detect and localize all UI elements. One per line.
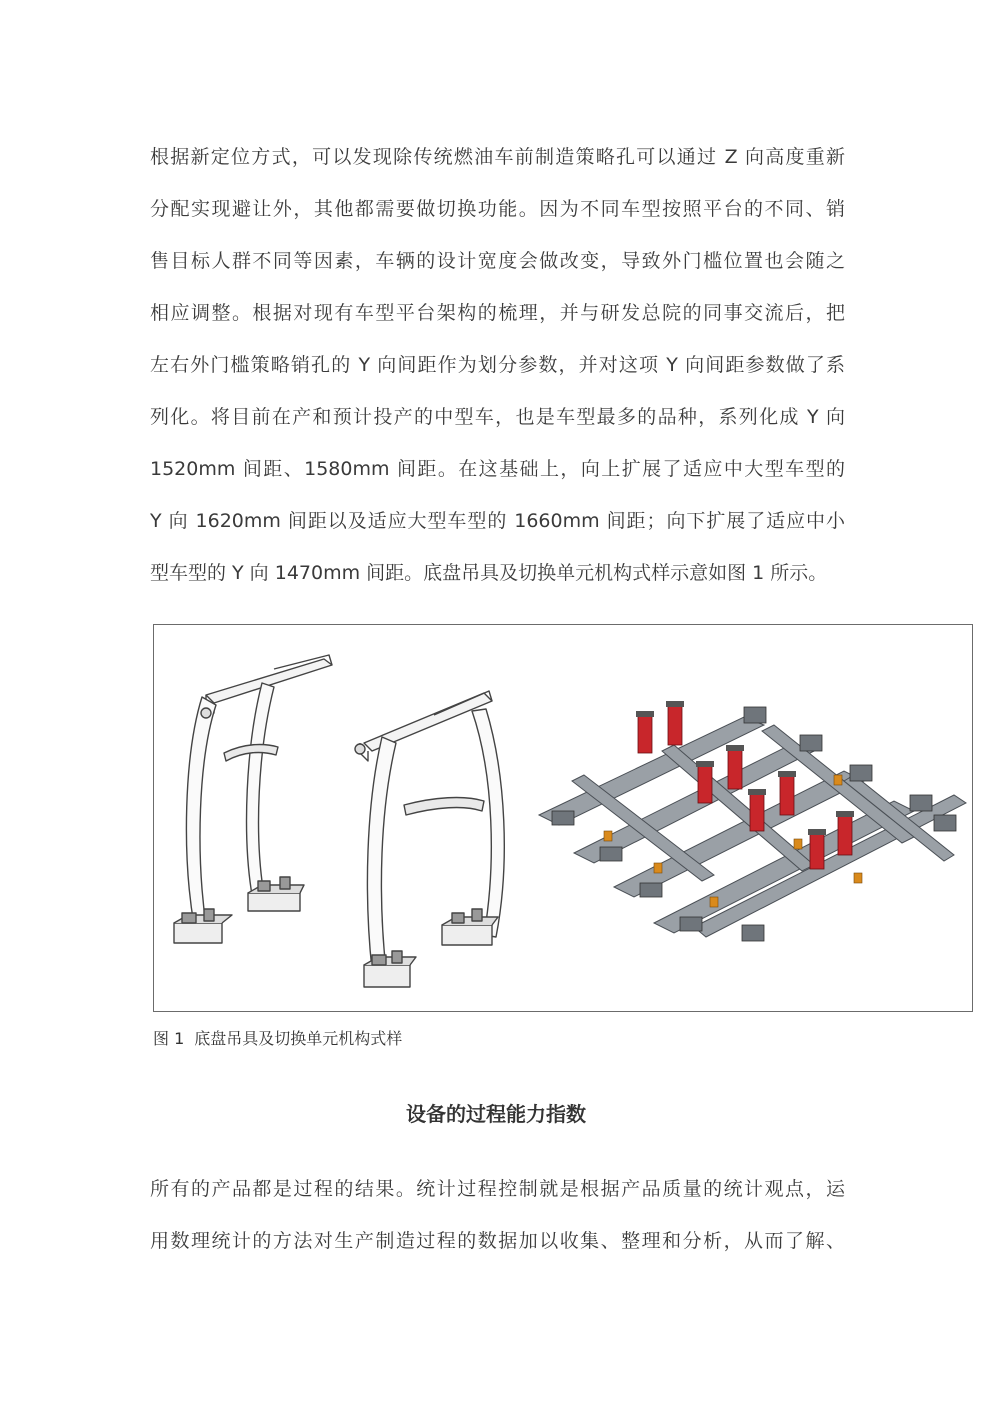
paragraph-line: 左右外门槛策略销孔的 Y 向间距作为划分参数，并对这项 Y 向间距参数做了系 [150, 354, 845, 376]
paragraph-line: 分配实现避让外，其他都需要做切换功能。因为不同车型按照平台的不同、销 [150, 198, 845, 220]
right-hanger-drawing [355, 691, 504, 987]
paragraph-line: 用数理统计的方法对生产制造过程的数据加以收集、整理和分析，从而了解、 [150, 1230, 845, 1252]
paragraph-line: 相应调整。根据对现有车型平台架构的梳理，并与研发总院的同事交流后，把 [150, 302, 845, 324]
figure-caption-text: 底盘吊具及切换单元机构式样 [194, 1029, 403, 1048]
paragraph-line: 型车型的 Y 向 1470mm 间距。底盘吊具及切换单元机构式样示意如图 1 所示。 [150, 562, 828, 584]
paragraph-line: 1520mm 间距、1580mm 间距。在这基础上，向上扩展了适应中大型车型的 [150, 458, 845, 480]
paragraph-line: 列化。将目前在产和预计投产的中型车，也是车型最多的品种，系列化成 Y 向 [150, 406, 845, 428]
paragraph-line: 所有的产品都是过程的结果。统计过程控制就是根据产品质量的统计观点，运 [150, 1178, 845, 1200]
figure-number: 图 1 [153, 1029, 185, 1048]
switch-unit-drawing [539, 701, 966, 941]
figure-1-image [153, 624, 973, 1012]
hanger-and-switch-unit-illustration [154, 625, 974, 1013]
section-heading: 设备的过程能力指数 [406, 1102, 586, 1126]
figure-caption [153, 1026, 402, 1049]
paragraph-line: 售目标人群不同等因素，车辆的设计宽度会做改变，导致外门槛位置也会随之 [150, 250, 845, 272]
paragraph-line: 根据新定位方式，可以发现除传统燃油车前制造策略孔可以通过 Z 向高度重新 [150, 146, 845, 168]
body-paragraph-2 [150, 1163, 845, 1267]
body-paragraph-1 [150, 131, 845, 599]
left-hanger-drawing [174, 655, 332, 943]
paragraph-line: Y 向 1620mm 间距以及适应大型车型的 1660mm 间距；向下扩展了适应中小 [150, 510, 845, 532]
